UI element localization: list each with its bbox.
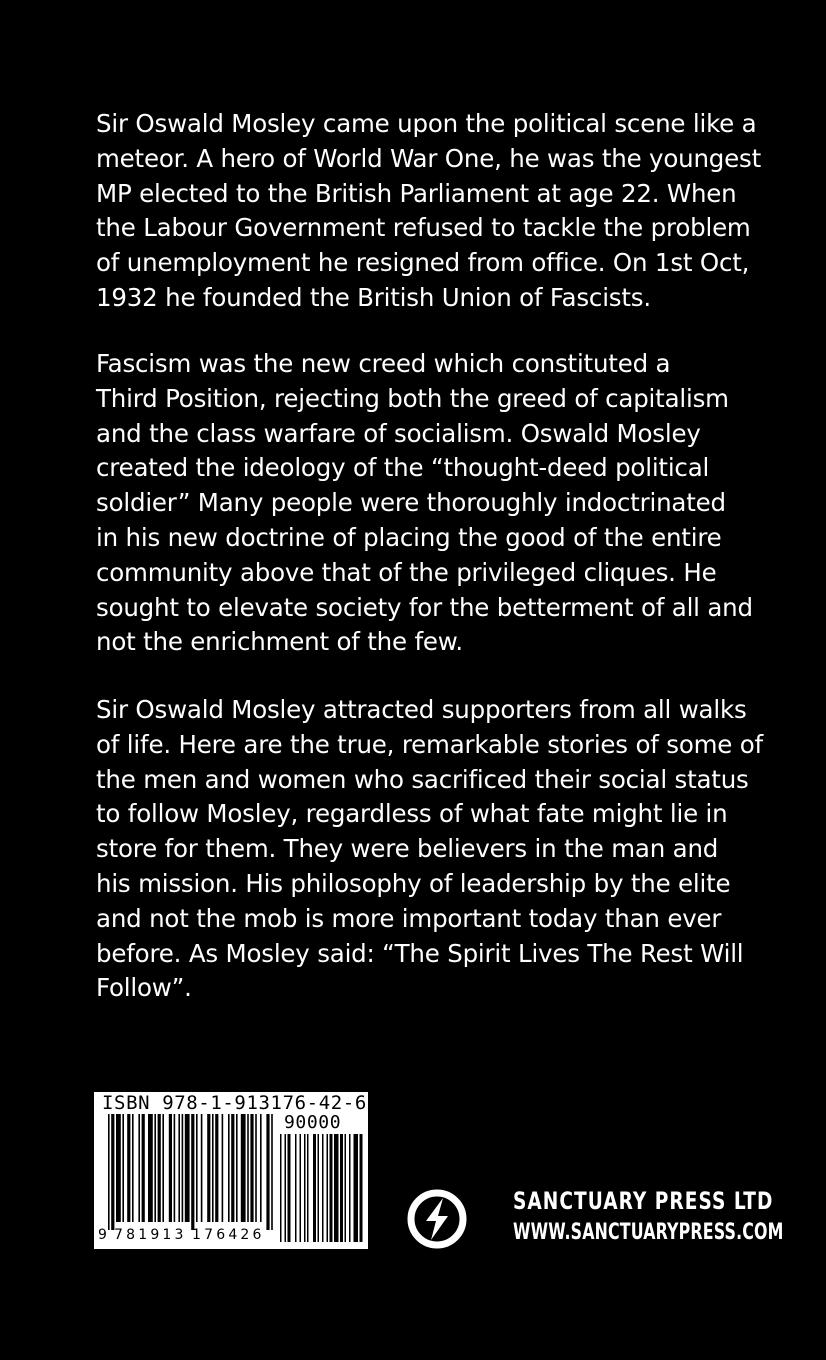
blurb-line: meteor. A hero of World War One, he was the youngest (96, 143, 761, 173)
blurb-line: MP elected to the British Parliament at age 22. When (96, 178, 737, 208)
barcode-bar (196, 1114, 198, 1222)
blurb-line: and not the mob is more important today than ever (96, 903, 722, 933)
ean-right-group: 176426 (192, 1227, 265, 1243)
blurb-line: community above that of the privileged cliques. He (96, 557, 717, 587)
barcode-bar (313, 1134, 316, 1242)
barcode-bar (322, 1134, 324, 1242)
blurb-line: sought to elevate society for the betterment of all and (96, 592, 753, 622)
barcode-bar (241, 1114, 246, 1222)
barcode-bar (231, 1114, 234, 1222)
blurb-line: his mission. His philosophy of leadership by the elite (96, 868, 731, 898)
barcode-bar (228, 1114, 230, 1222)
blurb-line: Follow”. (96, 973, 192, 1003)
barcode-bar (354, 1134, 359, 1242)
blurb-line: in his new doctrine of placing the good of the entire (96, 522, 722, 552)
barcode-bar (255, 1114, 257, 1222)
barcode-bar (138, 1114, 140, 1222)
blurb-paragraph-3 (96, 693, 796, 1006)
blurb-line: to follow Mosley, regardless of what fate might lie in (96, 799, 728, 829)
blurb-paragraph-1 (96, 107, 796, 316)
barcode-bar (280, 1134, 282, 1242)
barcode-bar (154, 1114, 156, 1222)
blurb-line: Fascism was the new creed which constituted a (96, 349, 671, 378)
barcode-bar (222, 1114, 224, 1222)
barcode-bar (307, 1134, 309, 1242)
barcode-bar (108, 1114, 110, 1230)
publisher-url[interactable]: WWW.SANCTUARYPRESS.COM (513, 1220, 784, 1245)
barcode-bar (169, 1114, 172, 1222)
barcode-bar (247, 1114, 249, 1222)
barcode-bar (162, 1114, 164, 1222)
barcode-bar (174, 1114, 176, 1222)
barcode-bar (250, 1114, 253, 1222)
barcode-bar (122, 1114, 124, 1222)
blurb-line: of unemployment he resigned from office. On 1st Oct, (96, 248, 750, 278)
barcode-bar (236, 1114, 238, 1222)
ean-first-digit: 9 (98, 1227, 107, 1243)
barcode-bar (116, 1114, 121, 1222)
publisher-name: SANCTUARY PRESS LTD (513, 1187, 774, 1215)
barcode-bar (345, 1134, 347, 1242)
addon-code: 90000 (284, 1112, 342, 1133)
barcode-bar (288, 1134, 291, 1242)
blurb-line: Sir Oswald Mosley came upon the political scene like a (96, 109, 757, 138)
barcode-bar (215, 1114, 218, 1222)
barcode-bar (158, 1114, 161, 1222)
publisher-block (513, 1184, 826, 1248)
blurb-line: Sir Oswald Mosley attracted supporters from all walks (96, 695, 747, 724)
barcode-bar (318, 1134, 320, 1242)
barcode-bar (207, 1114, 210, 1222)
blurb-line: the men and women who sacrificed their social status (96, 764, 749, 794)
blurb-line: of life. Here are the true, remarkable stories of some of (96, 729, 763, 759)
barcode-bar (142, 1114, 145, 1222)
barcode-bar (178, 1114, 180, 1222)
barcode-bar (330, 1134, 333, 1242)
barcode-bar (327, 1134, 329, 1242)
barcode-bar (304, 1134, 306, 1242)
blurb-line: store for them. They were believers in the man and (96, 834, 719, 864)
blurb-line: and the class warfare of socialism. Oswald Mosley (96, 418, 701, 448)
barcode-bar (271, 1114, 273, 1230)
barcode-bar (360, 1134, 363, 1242)
barcode-bar (349, 1134, 351, 1242)
barcode-bar (132, 1114, 134, 1222)
barcode-bar (340, 1134, 343, 1242)
blurb-line: soldier” Many people were thoroughly indoctrinated (96, 488, 726, 518)
barcode-bar (285, 1134, 287, 1242)
barcode-bar (212, 1114, 214, 1222)
blurb-line: the Labour Government refused to tackle the problem (96, 213, 751, 243)
barcode-bar (300, 1134, 302, 1242)
blurb-line: created the ideology of the “thought-deed political (96, 453, 710, 483)
blurb-paragraph-2 (96, 347, 796, 660)
barcode-bar (191, 1114, 194, 1230)
barcode-bar (185, 1114, 190, 1222)
lightning-circle-icon (406, 1188, 468, 1250)
blurb-line: before. As Mosley said: “The Spirit Lives The Rest Will (96, 938, 744, 968)
barcode-bar (334, 1134, 339, 1242)
barcode-bar (182, 1114, 184, 1222)
barcode-bar (111, 1114, 114, 1230)
barcode-bar (127, 1114, 130, 1222)
blurb-line: Third Position, rejecting both the greed of capitalism (96, 383, 729, 413)
barcode-bar (295, 1134, 297, 1242)
barcode-bar (201, 1114, 203, 1222)
blurb-line: 1932 he founded the British Union of Fascists. (96, 282, 651, 312)
isbn-label: ISBN 978-1-913176-42-6 (102, 1092, 367, 1114)
blurb-line: not the enrichment of the few. (96, 627, 463, 657)
isbn-barcode (94, 1092, 368, 1249)
ean-left-group: 781913 (114, 1227, 187, 1243)
barcode-bar (148, 1114, 153, 1222)
barcode-bar (260, 1114, 262, 1222)
barcode-bar (266, 1114, 269, 1230)
